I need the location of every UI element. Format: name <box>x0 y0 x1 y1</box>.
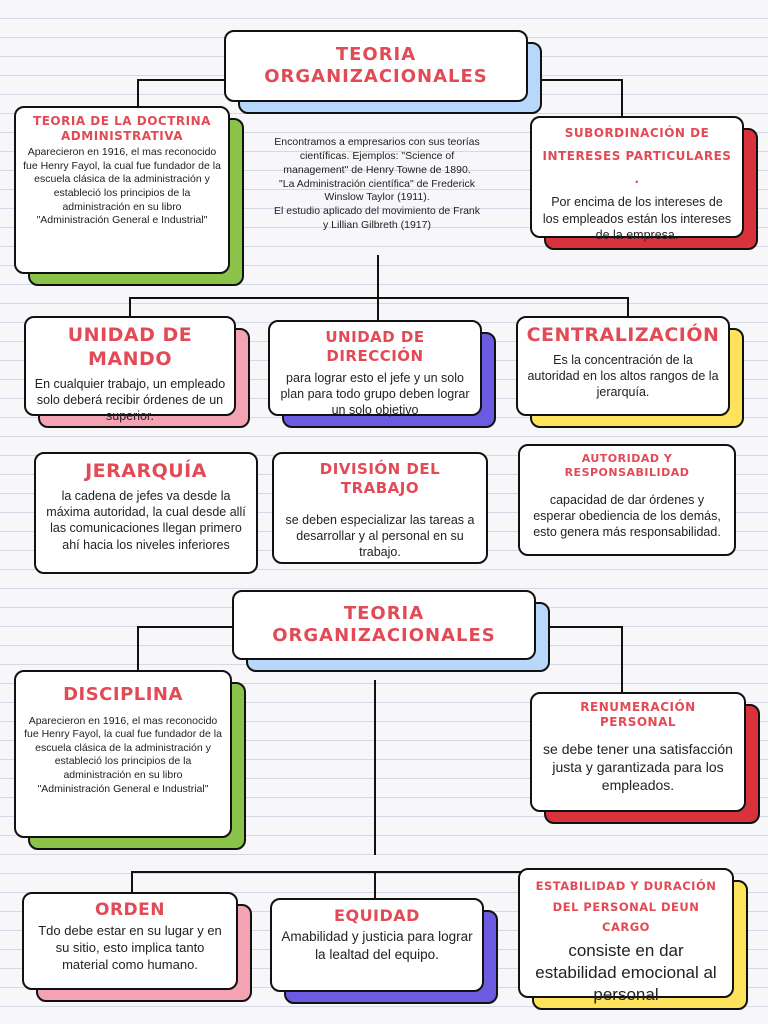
renumeracion-title: RENUMERACIÓN PERSONAL <box>580 700 696 729</box>
autoridad-card <box>518 444 736 556</box>
autoridad-body: capacidad de dar órdenes y esperar obediencia de los demás, esto genera más responsabilidad. <box>533 492 721 539</box>
division-title: DIVISIÓN DEL TRABAJO <box>319 460 441 497</box>
renumeracion-body: se debe tener una satisfacción justa y garantizada para los empleados. <box>543 741 733 794</box>
equidad-title: EQUIDAD <box>334 906 420 925</box>
bottom-main-title-card <box>232 590 536 660</box>
subordinacion-card <box>530 116 744 242</box>
doctrina-card <box>14 106 230 274</box>
renumeracion-card <box>530 692 746 812</box>
estabilidad-body: consiste en dar estabilidad emocional al personal <box>535 941 717 1005</box>
jerarquia-card <box>34 452 258 574</box>
unidad-mando-card <box>24 316 236 423</box>
bottom-main-title: TEORIA ORGANIZACIONALES <box>272 602 496 646</box>
doctrina-body: Aparecieron en 1916, el mas reconocido fue Henry Fayol, la cual fue fundador de la escuela clásica de la administración y estableció los principios de la administración en su libro "Administración General e Industrial" <box>23 146 221 227</box>
top-main-title-card <box>224 30 528 102</box>
jerarquia-body: la cadena de jefes va desde la máxima autoridad, la cual desde allí las comunicaciones llegan primero ahí hacia los niveles inferiores <box>46 488 246 552</box>
disciplina-body: Aparecieron en 1916, el mas reconocido fue Henry Fayol, la cual fue fundador de la escuela clásica de la administración y estableció los principios de la administración en su libro "Administración General e Industrial" <box>24 714 222 795</box>
orden-body: Tdo debe estar en su lugar y en su sitio, esto implica tanto material como humano. <box>38 923 222 973</box>
centralizacion-title: CENTRALIZACIÓN <box>526 324 720 346</box>
estabilidad-title: ESTABILIDAD Y DURACIÓN DEL PERSONAL DEUN CARGO <box>535 879 717 935</box>
subordinacion-body: Por encima de los intereses de los empleados están los intereses de la empresa. <box>542 195 732 242</box>
orden-title: ORDEN <box>95 900 165 920</box>
estabilidad-card <box>518 868 734 1005</box>
unidad-direccion-body: para lograr esto el jefe y un solo plan para todo grupo deben lograr un solo objetivo <box>280 370 470 417</box>
equidad-card <box>270 898 484 992</box>
intro-text: Encontramos a empresarios con sus teorías científicas. Ejemplos: "Science of management" de Henry Towne de 1890. "La Administración científica" de Frederick Winslow Taylor (1911). El estudio aplicado del movimiento de Frank y Lillian Gilbreth (1917) <box>273 136 481 232</box>
unidad-mando-body: En cualquier trabajo, un empleado solo deberá recibir órdenes de un superior. <box>34 376 226 423</box>
top-main-title: TEORIA ORGANIZACIONALES <box>264 43 488 87</box>
division-body: se deben especializar las tareas a desarrollar y al personal en su trabajo. <box>285 512 475 559</box>
orden-card <box>22 892 238 990</box>
disciplina-title: DISCIPLINA <box>63 684 183 705</box>
unidad-direccion-card <box>268 320 482 416</box>
doctrina-title: TEORIA DE LA DOCTRINA ADMINISTRATIVA <box>33 114 211 143</box>
unidad-mando-title: UNIDAD DE MANDO <box>67 324 193 370</box>
autoridad-title: AUTORIDAD Y RESPONSABILIDAD <box>564 452 690 479</box>
jerarquia-title: JERARQUÍA <box>85 460 207 482</box>
unidad-direccion-title: UNIDAD DE DIRECCIÓN <box>325 328 425 365</box>
division-card <box>272 452 488 564</box>
subordinacion-title: SUBORDINACIÓN DE INTERESES PARTICULARES . <box>542 126 732 186</box>
centralizacion-body: Es la concentración de la autoridad en los altos rangos de la jerarquía. <box>527 352 719 400</box>
centralizacion-card <box>516 316 730 416</box>
equidad-body: Amabilidad y justicia para lograr la lealtad del equipo. <box>281 929 473 962</box>
disciplina-card <box>14 670 232 838</box>
